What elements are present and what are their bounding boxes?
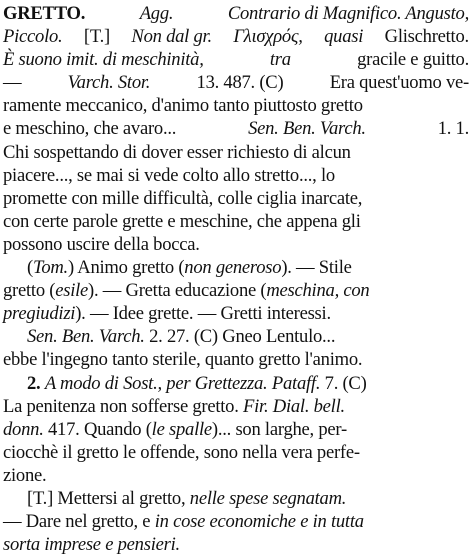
quotation-text: ebbe l'ingegno tanto sterile, quanto gretto l'animo. <box>3 349 363 371</box>
entry-line <box>3 25 469 48</box>
part-of-speech: Agg. <box>139 3 174 24</box>
paren: ( <box>27 257 33 279</box>
usage-text: ). — Gretta educazione ( <box>88 280 267 302</box>
entry-line <box>3 325 469 348</box>
entry-line <box>3 395 469 418</box>
dictionary-entry <box>3 2 469 556</box>
entry-line <box>3 187 469 210</box>
etymology-text: Non dal gr. <box>131 26 212 48</box>
quotation-text: promette con mille difficultà, colle ciglia inarcate, <box>3 187 363 209</box>
quotation-text: Era quest'uomo ve- <box>329 72 469 94</box>
citation-source: Pataff. <box>271 372 321 394</box>
quotation-text: Chi sospettando di dover esser richiesto di alcun <box>3 141 351 163</box>
sense-definition: A modo di Sost., per Grettezza. <box>44 372 268 394</box>
quotation-text: )... son larghe, per- <box>211 418 347 440</box>
gloss: in cose economiche e in tutta <box>154 511 364 533</box>
entry-line <box>3 48 469 71</box>
quotation-text: Quando ( <box>83 418 152 440</box>
entry-line <box>3 164 469 187</box>
entry-line <box>3 279 469 302</box>
gloss: non generoso <box>184 257 282 279</box>
citation-source: Sen. Ben. Varch. <box>27 326 145 348</box>
entry-line <box>3 487 469 510</box>
gloss: esile <box>55 280 89 302</box>
sense-number: 2. <box>27 372 41 394</box>
definition-text: Piccolo. <box>3 26 63 48</box>
source-abbrev: Tom. <box>32 257 68 279</box>
citation-source: Varch. Stor. <box>67 72 151 94</box>
quotation-text: e meschino, che avaro... <box>3 118 177 140</box>
phrase: — Dare nel gretto, e <box>3 511 151 533</box>
quotation-text: ciocchè il gretto le offende, sono nella vera perfe- <box>3 441 360 463</box>
entry-line <box>3 464 469 487</box>
entry-line <box>3 141 469 164</box>
citation-source: donn. <box>3 418 44 440</box>
usage-text: ). — Idee grette. — Gretti interessi. <box>75 303 331 325</box>
entry-line <box>3 441 469 464</box>
definition: Contrario di Magnifico. Angusto, <box>227 3 469 24</box>
quotation-text: possono uscire della bocca. <box>3 233 200 255</box>
entry-line <box>3 2 469 25</box>
dash: — <box>3 72 22 94</box>
etymology-text: È suono imit. di meschinità, <box>3 49 204 71</box>
gloss: pregiudizi <box>3 303 76 325</box>
quotation-text: La penitenza non sofferse gretto. <box>3 395 239 417</box>
usage-text: ) Animo gretto ( <box>67 257 185 279</box>
citation-source: Fir. Dial. bell. <box>243 395 345 417</box>
entry-line <box>3 256 469 279</box>
citation-ref: 7. (C) <box>324 372 367 394</box>
entry-line <box>3 117 469 140</box>
citation-ref: 1. 1. <box>437 118 469 140</box>
citation-ref: 13. 487. (C) <box>196 72 284 94</box>
entry-line <box>3 94 469 117</box>
citation-ref: 2. 27. (C) <box>149 326 218 348</box>
entry-line <box>3 71 469 94</box>
gloss: sorta imprese e pensieri. <box>3 534 180 556</box>
tommaseo-tag: [T.] <box>83 26 110 48</box>
entry-line <box>3 418 469 441</box>
tommaseo-tag: [T.] <box>27 487 54 509</box>
entry-line <box>3 210 469 233</box>
entry-line <box>3 533 469 556</box>
greek-word: Γλισχρός, <box>233 26 303 48</box>
citation-source: Sen. Ben. Varch. <box>248 118 366 140</box>
gloss: le spalle <box>151 418 212 440</box>
entry-line <box>3 233 469 256</box>
usage-text: ). — Stile <box>281 257 352 279</box>
entry-line <box>3 302 469 325</box>
entry-line <box>3 372 469 395</box>
entry-line <box>3 348 469 371</box>
quotation-text: ramente meccanico, d'animo tanto piuttosto gretto <box>3 95 363 117</box>
quotation-text: piacere..., se mai si vede colto allo stretto..., lo <box>3 164 335 186</box>
etymology-text: gracile e guitto. <box>357 49 469 71</box>
headword: GRETTO. <box>3 3 86 24</box>
quotation-text: con certe parole grette e meschine, che appena gli <box>3 210 361 232</box>
quotation-text: Gneo Lentulo... <box>222 326 336 348</box>
quotation-text: zione. <box>3 464 47 486</box>
citation-ref: 417. <box>48 418 80 440</box>
entry-line <box>3 510 469 533</box>
gloss: nelle spese segnatam. <box>189 487 347 509</box>
etymology-text: quasi <box>324 26 364 48</box>
phrase: Mettersi al gretto, <box>57 487 186 509</box>
etymology-text: Glischretto. <box>384 26 469 48</box>
etymology-text: tra <box>269 49 291 71</box>
usage-text: gretto ( <box>3 280 56 302</box>
gloss: meschina, con <box>266 280 370 302</box>
